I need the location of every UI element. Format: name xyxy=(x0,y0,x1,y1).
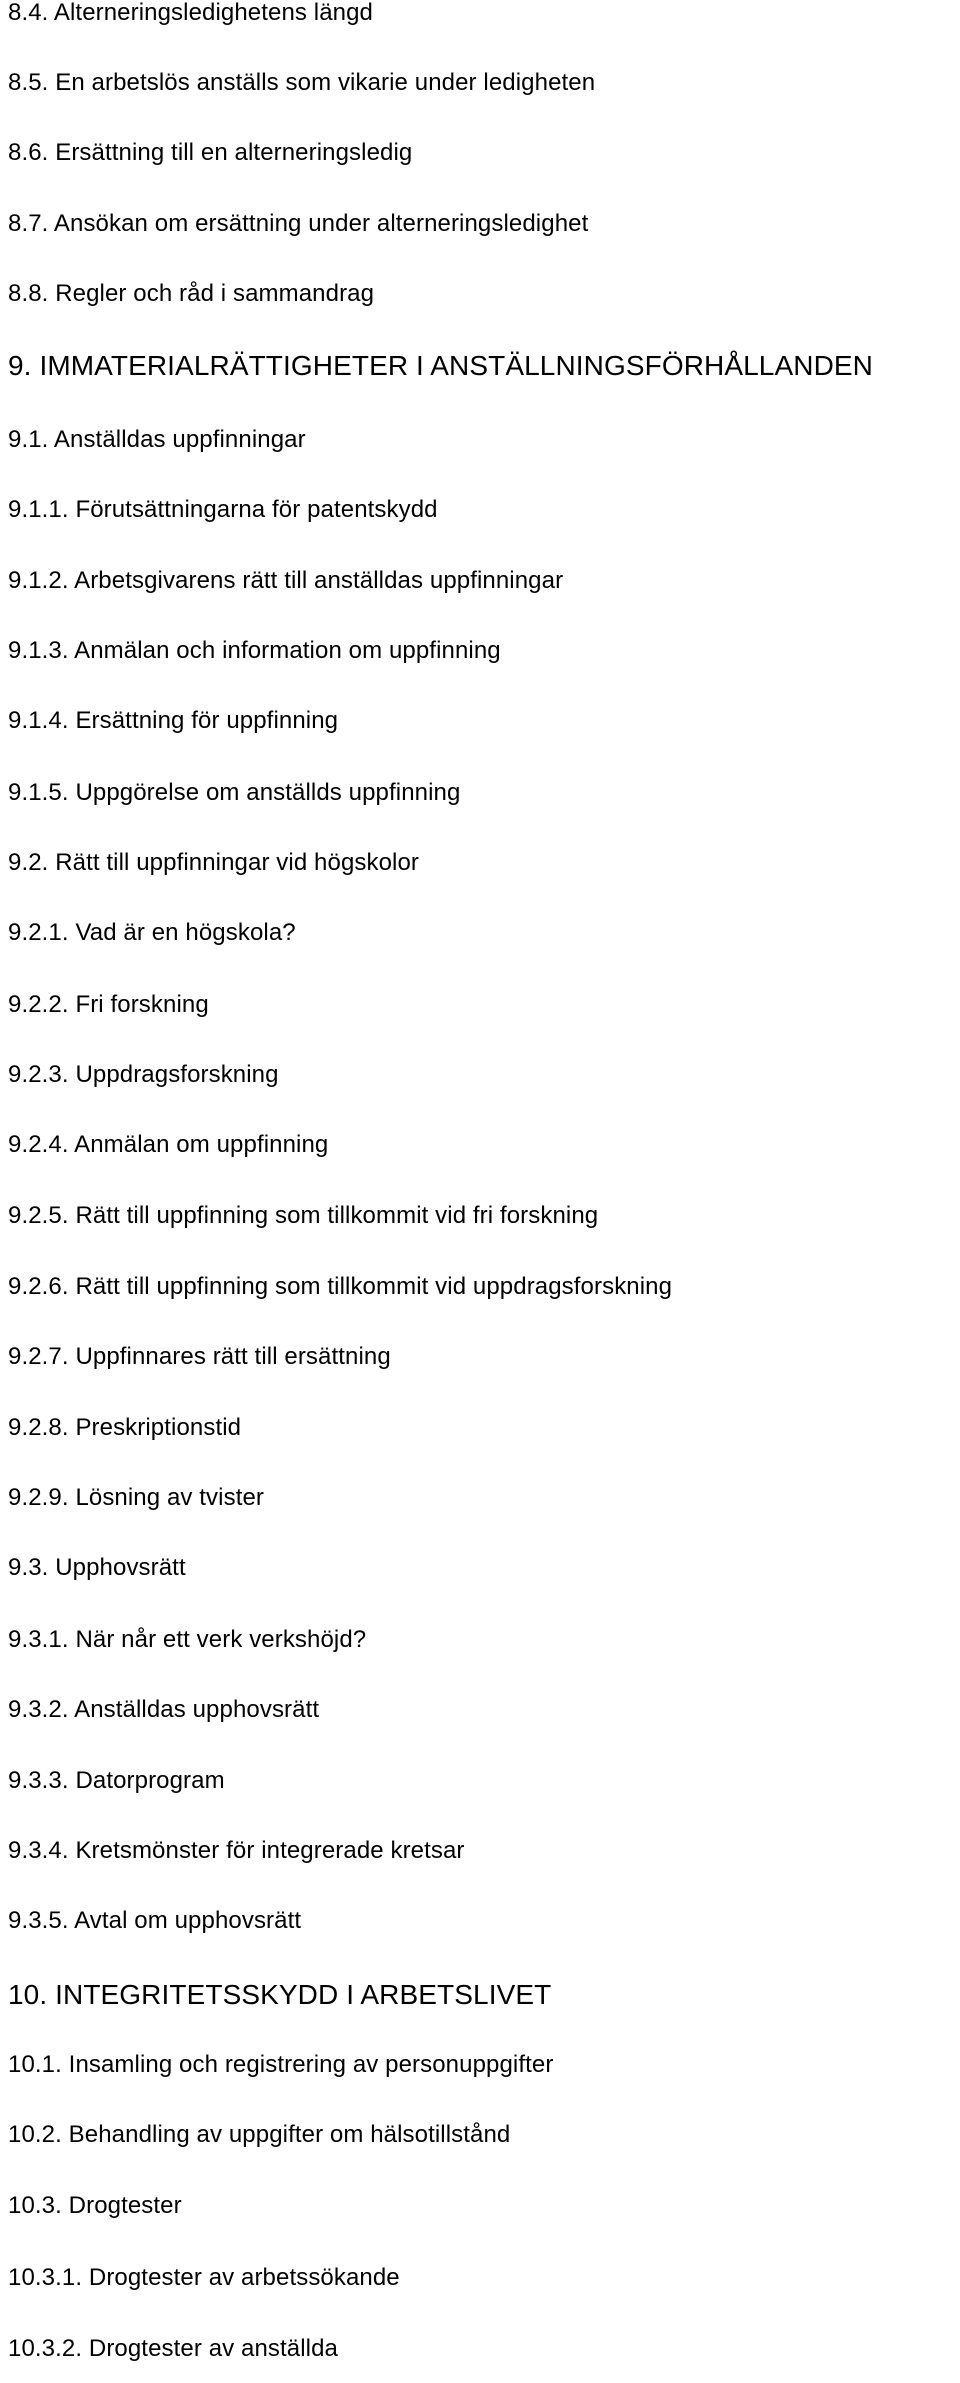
toc-entry-number: 9.3.3. xyxy=(8,1767,69,1794)
toc-entry-title: INTEGRITETSSKYDD I ARBETSLIVET xyxy=(55,1979,552,2010)
toc-entry-number: 9.3.2. xyxy=(8,1696,69,1723)
toc-entry-title: Uppgörelse om anställds uppfinning xyxy=(75,779,461,806)
toc-entry-title: Uppfinnares rätt till ersättning xyxy=(75,1343,391,1370)
toc-entry-title: Lösning av tvister xyxy=(75,1484,264,1511)
toc-entry-number: 9.2.5. xyxy=(8,1202,69,1229)
toc-entry xyxy=(8,0,373,28)
toc-entry xyxy=(8,1625,366,1655)
toc-entry-number: 9.2. xyxy=(8,849,49,876)
toc-entry-number: 9.2.6. xyxy=(8,1273,69,1300)
toc-entry xyxy=(8,2050,553,2080)
toc-entry xyxy=(8,1201,598,1231)
toc-entry-title: Arbetsgivarens rätt till anställdas uppfinningar xyxy=(74,567,564,594)
toc-entry xyxy=(8,1342,391,1372)
toc-entry-number: 8.8. xyxy=(8,280,49,307)
toc-entry-title: Uppdragsforskning xyxy=(75,1061,279,1088)
toc-entry-number: 8.7. xyxy=(8,210,49,237)
toc-entry-title: Anmälan och information om uppfinning xyxy=(74,637,501,664)
toc-entry-number: 9.2.4. xyxy=(8,1131,69,1158)
toc-entry-number: 10.3. xyxy=(8,2192,62,2219)
toc-entry-number: 9.3.1. xyxy=(8,1626,69,1653)
toc-entry-title: En arbetslös anställs som vikarie under ledigheten xyxy=(55,69,596,96)
toc-entry xyxy=(8,425,306,455)
toc-entry-number: 9.3. xyxy=(8,1554,49,1581)
toc-entry-number: 9.2.3. xyxy=(8,1061,69,1088)
toc-entry xyxy=(8,1272,672,1302)
toc-entry-number: 9.1.2. xyxy=(8,567,69,594)
toc-entry xyxy=(8,2263,400,2293)
toc-entry xyxy=(8,279,374,309)
toc-entry xyxy=(8,1130,328,1160)
toc-entry xyxy=(8,495,438,525)
toc-entry-title: Datorprogram xyxy=(75,1767,225,1794)
toc-entry-number: 9. xyxy=(8,350,32,381)
toc-entry-title: Upphovsrätt xyxy=(55,1554,186,1581)
toc-entry-title: Förutsättningarna för patentskydd xyxy=(75,496,438,523)
toc-entry xyxy=(8,706,338,736)
toc-entry-title: Rätt till uppfinning som tillkommit vid uppdragsforskning xyxy=(75,1273,673,1300)
toc-entry xyxy=(8,636,501,666)
toc-entry xyxy=(8,918,296,948)
toc-entry-title: När når ett verk verkshöjd? xyxy=(75,1626,367,1653)
toc-entry-title: Rätt till uppfinningar vid högskolor xyxy=(55,849,420,876)
toc-entry-number: 9.3.4. xyxy=(8,1837,69,1864)
toc-entry-number: 10. xyxy=(8,1979,48,2010)
toc-entry xyxy=(8,209,588,239)
toc-entry-title: Preskriptionstid xyxy=(75,1414,242,1441)
toc-entry-number: 9.2.2. xyxy=(8,991,69,1018)
toc-entry-number: 9.3.5. xyxy=(8,1907,69,1934)
toc-entry xyxy=(8,1060,279,1090)
toc-entry-title: Ersättning till en alterneringsledig xyxy=(55,139,413,166)
toc-entry-title: Insamling och registrering av personuppgifter xyxy=(68,2051,554,2078)
toc-entry-number: 8.6. xyxy=(8,139,49,166)
toc-entry-number: 9.1. xyxy=(8,426,49,453)
toc-entry xyxy=(8,138,412,168)
toc-entry xyxy=(8,778,460,808)
toc-entry xyxy=(8,349,873,383)
toc-entry-title: Drogtester xyxy=(68,2192,182,2219)
toc-entry-number: 10.2. xyxy=(8,2121,62,2148)
toc-entry xyxy=(8,1413,241,1443)
toc-entry xyxy=(8,566,563,596)
toc-entry-number: 8.5. xyxy=(8,69,49,96)
toc-entry-number: 9.1.5. xyxy=(8,779,69,806)
toc-entry-title: Ersättning för uppfinning xyxy=(75,707,339,734)
toc-entry xyxy=(8,2334,338,2364)
toc-entry-number: 10.3.1. xyxy=(8,2264,83,2291)
toc-entry-number: 10.1. xyxy=(8,2051,62,2078)
toc-entry-title: Drogtester av arbetssökande xyxy=(88,2264,400,2291)
toc-entry-title: Drogtester av anställda xyxy=(88,2335,338,2362)
toc-entry-title: Anmälan om uppfinning xyxy=(74,1131,329,1158)
toc-entry xyxy=(8,68,595,98)
toc-entry-title: Rätt till uppfinning som tillkommit vid fri forskning xyxy=(75,1202,599,1229)
toc-entry-title: Alterneringsledighetens längd xyxy=(53,0,374,26)
toc-entry xyxy=(8,1766,225,1796)
toc-entry-title: Anställdas upphovsrätt xyxy=(74,1696,320,1723)
toc-entry-title: Vad är en högskola? xyxy=(75,919,296,946)
toc-entry-number: 9.2.8. xyxy=(8,1414,69,1441)
toc-entry-number: 9.1.3. xyxy=(8,637,69,664)
toc-entry-title: Behandling av uppgifter om hälsotillstånd xyxy=(68,2121,511,2148)
toc-entry-number: 9.2.9. xyxy=(8,1484,69,1511)
toc-entry-title: Ansökan om ersättning under alterneringsledighet xyxy=(53,210,589,237)
toc-entry xyxy=(8,1978,551,2012)
toc-entry-number: 10.3.2. xyxy=(8,2335,83,2362)
toc-entry-number: 9.1.1. xyxy=(8,496,69,523)
toc-entry xyxy=(8,2120,510,2150)
toc-entry xyxy=(8,1483,264,1513)
toc-entry-number: 9.2.1. xyxy=(8,919,69,946)
toc-entry xyxy=(8,1695,319,1725)
toc-entry-number: 9.1.4. xyxy=(8,707,69,734)
toc-entry-number: 8.4. xyxy=(8,0,49,26)
toc-entry-title: IMMATERIALRÄTTIGHETER I ANSTÄLLNINGSFÖRHÅLLANDEN xyxy=(39,350,873,381)
toc-entry xyxy=(8,848,419,878)
toc-entry-title: Kretsmönster för integrerade kretsar xyxy=(75,1837,465,1864)
toc-entry xyxy=(8,1836,465,1866)
toc-entry xyxy=(8,2191,182,2221)
toc-entry xyxy=(8,1553,186,1583)
toc-entry-number: 9.2.7. xyxy=(8,1343,69,1370)
toc-entry xyxy=(8,990,209,1020)
toc-entry-title: Avtal om upphovsrätt xyxy=(74,1907,302,1934)
toc-entry-title: Fri forskning xyxy=(75,991,209,1018)
toc-entry-title: Regler och råd i sammandrag xyxy=(55,280,375,307)
toc-entry-title: Anställdas uppfinningar xyxy=(53,426,306,453)
toc-entry xyxy=(8,1906,301,1936)
